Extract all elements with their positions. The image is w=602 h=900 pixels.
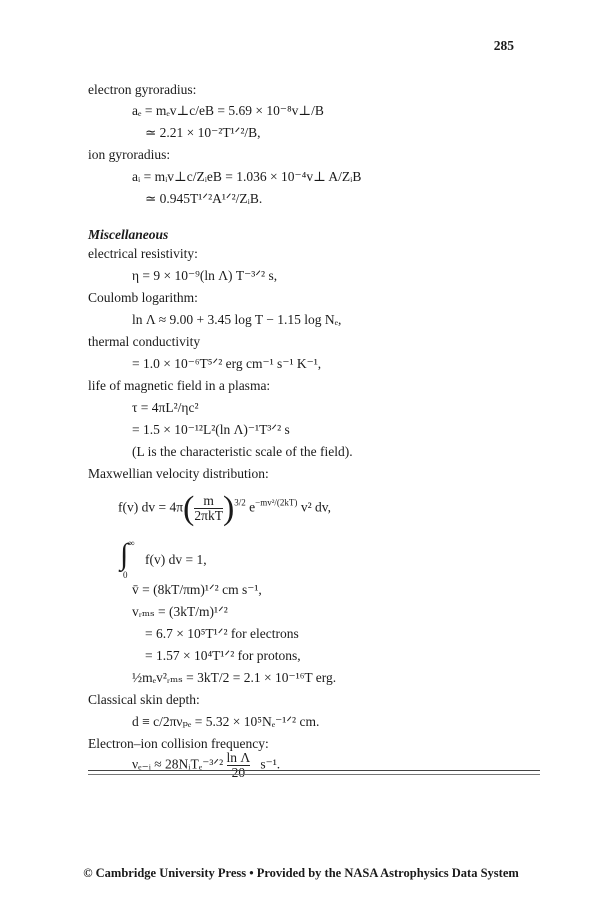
eq-maxwellian	[118, 490, 331, 527]
eq-mean-velocity: v̄ = (8kT/πm)¹ᐟ² cm s⁻¹,	[132, 582, 262, 597]
integral-lower-limit: 0	[123, 570, 128, 580]
note-characteristic-scale: (L is the characteristic scale of the field).	[132, 444, 353, 459]
eq-magnetic-field-life: τ = 4πL²/ηc²	[132, 400, 199, 415]
eq-ion-gyroradius-approx: ≃ 0.945T¹ᐟ²A¹ᐟ²/ZᵢB.	[145, 191, 263, 206]
fraction-numerator: m	[203, 493, 214, 508]
exponential-base: e	[249, 499, 256, 515]
paren-close: )	[222, 490, 235, 527]
fraction-m-over-2pikt	[194, 494, 223, 523]
section-heading: Miscellaneous	[88, 227, 169, 242]
eq-thermal-conductivity: = 1.0 × 10⁻⁶T⁵ᐟ² erg cm⁻¹ s⁻¹ K⁻¹,	[132, 356, 322, 371]
eq-collision-units: s⁻¹.	[260, 756, 281, 772]
eq-resistivity: η = 9 × 10⁻⁹(ln Λ) T⁻³ᐟ² s,	[132, 268, 278, 283]
fraction-numerator: ln Λ	[226, 750, 251, 765]
eq-normalization: f(v) dv = 1,	[145, 552, 207, 567]
power-three-halves: 3/2	[234, 497, 246, 508]
eq-skin-depth: d ≡ c/2πνₚₑ = 5.32 × 10⁵Nₑ⁻¹ᐟ² cm.	[132, 714, 320, 729]
paren-open: (	[183, 490, 195, 527]
eq-magnetic-field-life-numeric: = 1.5 × 10⁻¹²L²(ln Λ)⁻¹T³ᐟ² s	[132, 422, 290, 437]
eq-electron-gyroradius-approx: ≃ 2.21 × 10⁻²T¹ᐟ²/B,	[145, 125, 261, 140]
fraction-denominator: 2πkT	[194, 508, 223, 523]
eq-electron-gyroradius: aₑ = mₑv⊥c/eB = 5.69 × 10⁻⁸v⊥/B	[132, 103, 324, 118]
exponent-term: −mv²/(2kT)	[255, 497, 298, 508]
integral-upper-limit: ∞	[128, 538, 135, 548]
label-ion-gyroradius: ion gyroradius:	[88, 147, 171, 162]
eq-maxwellian-lhs: f(v) dv = 4π	[118, 499, 184, 515]
label-electrical-resistivity: electrical resistivity:	[88, 246, 198, 261]
footer-credit: © Cambridge University Press • Provided by the NASA Astrophysics Data System	[83, 866, 519, 880]
page-number: 285	[493, 38, 514, 53]
label-magnetic-field-life: life of magnetic field in a plasma:	[88, 378, 271, 393]
eq-rms-protons: = 1.57 × 10⁴T¹ᐟ² for protons,	[145, 648, 301, 663]
label-skin-depth: Classical skin depth:	[88, 692, 200, 707]
eq-maxwellian-tail: v² dv,	[300, 499, 331, 515]
eq-rms-velocity: vᵣₘₛ = (3kT/m)¹ᐟ²	[132, 604, 228, 619]
eq-collision-lhs: νₑ₋ᵢ ≈ 28NᵢTₑ⁻³ᐟ²	[132, 756, 224, 772]
label-coulomb-logarithm: Coulomb logarithm:	[88, 290, 198, 305]
eq-rms-electrons: = 6.7 × 10⁵T¹ᐟ² for electrons	[145, 626, 299, 641]
fraction-denominator: 20	[227, 765, 251, 780]
footnote-rule-secondary	[88, 774, 540, 775]
eq-collision-frequency	[132, 751, 280, 780]
label-thermal-conductivity: thermal conductivity	[88, 334, 201, 349]
integral-sign: ∫	[120, 538, 129, 571]
eq-ion-gyroradius: aᵢ = mᵢv⊥c/ZᵢeB = 1.036 × 10⁻⁴v⊥ A/ZᵢB	[132, 169, 362, 184]
label-collision-frequency: Electron–ion collision frequency:	[88, 736, 269, 751]
label-electron-gyroradius: electron gyroradius:	[88, 82, 197, 97]
eq-coulomb-logarithm: ln Λ ≈ 9.00 + 3.45 log T − 1.15 log Nₑ,	[132, 312, 342, 327]
eq-kinetic-energy: ½mₑv²ᵣₘₛ = 3kT/2 = 2.1 × 10⁻¹⁶T erg.	[132, 670, 337, 685]
label-maxwellian-distribution: Maxwellian velocity distribution:	[88, 466, 269, 481]
fraction-lnlambda-over-20	[227, 751, 251, 780]
footnote-rule	[88, 770, 540, 771]
